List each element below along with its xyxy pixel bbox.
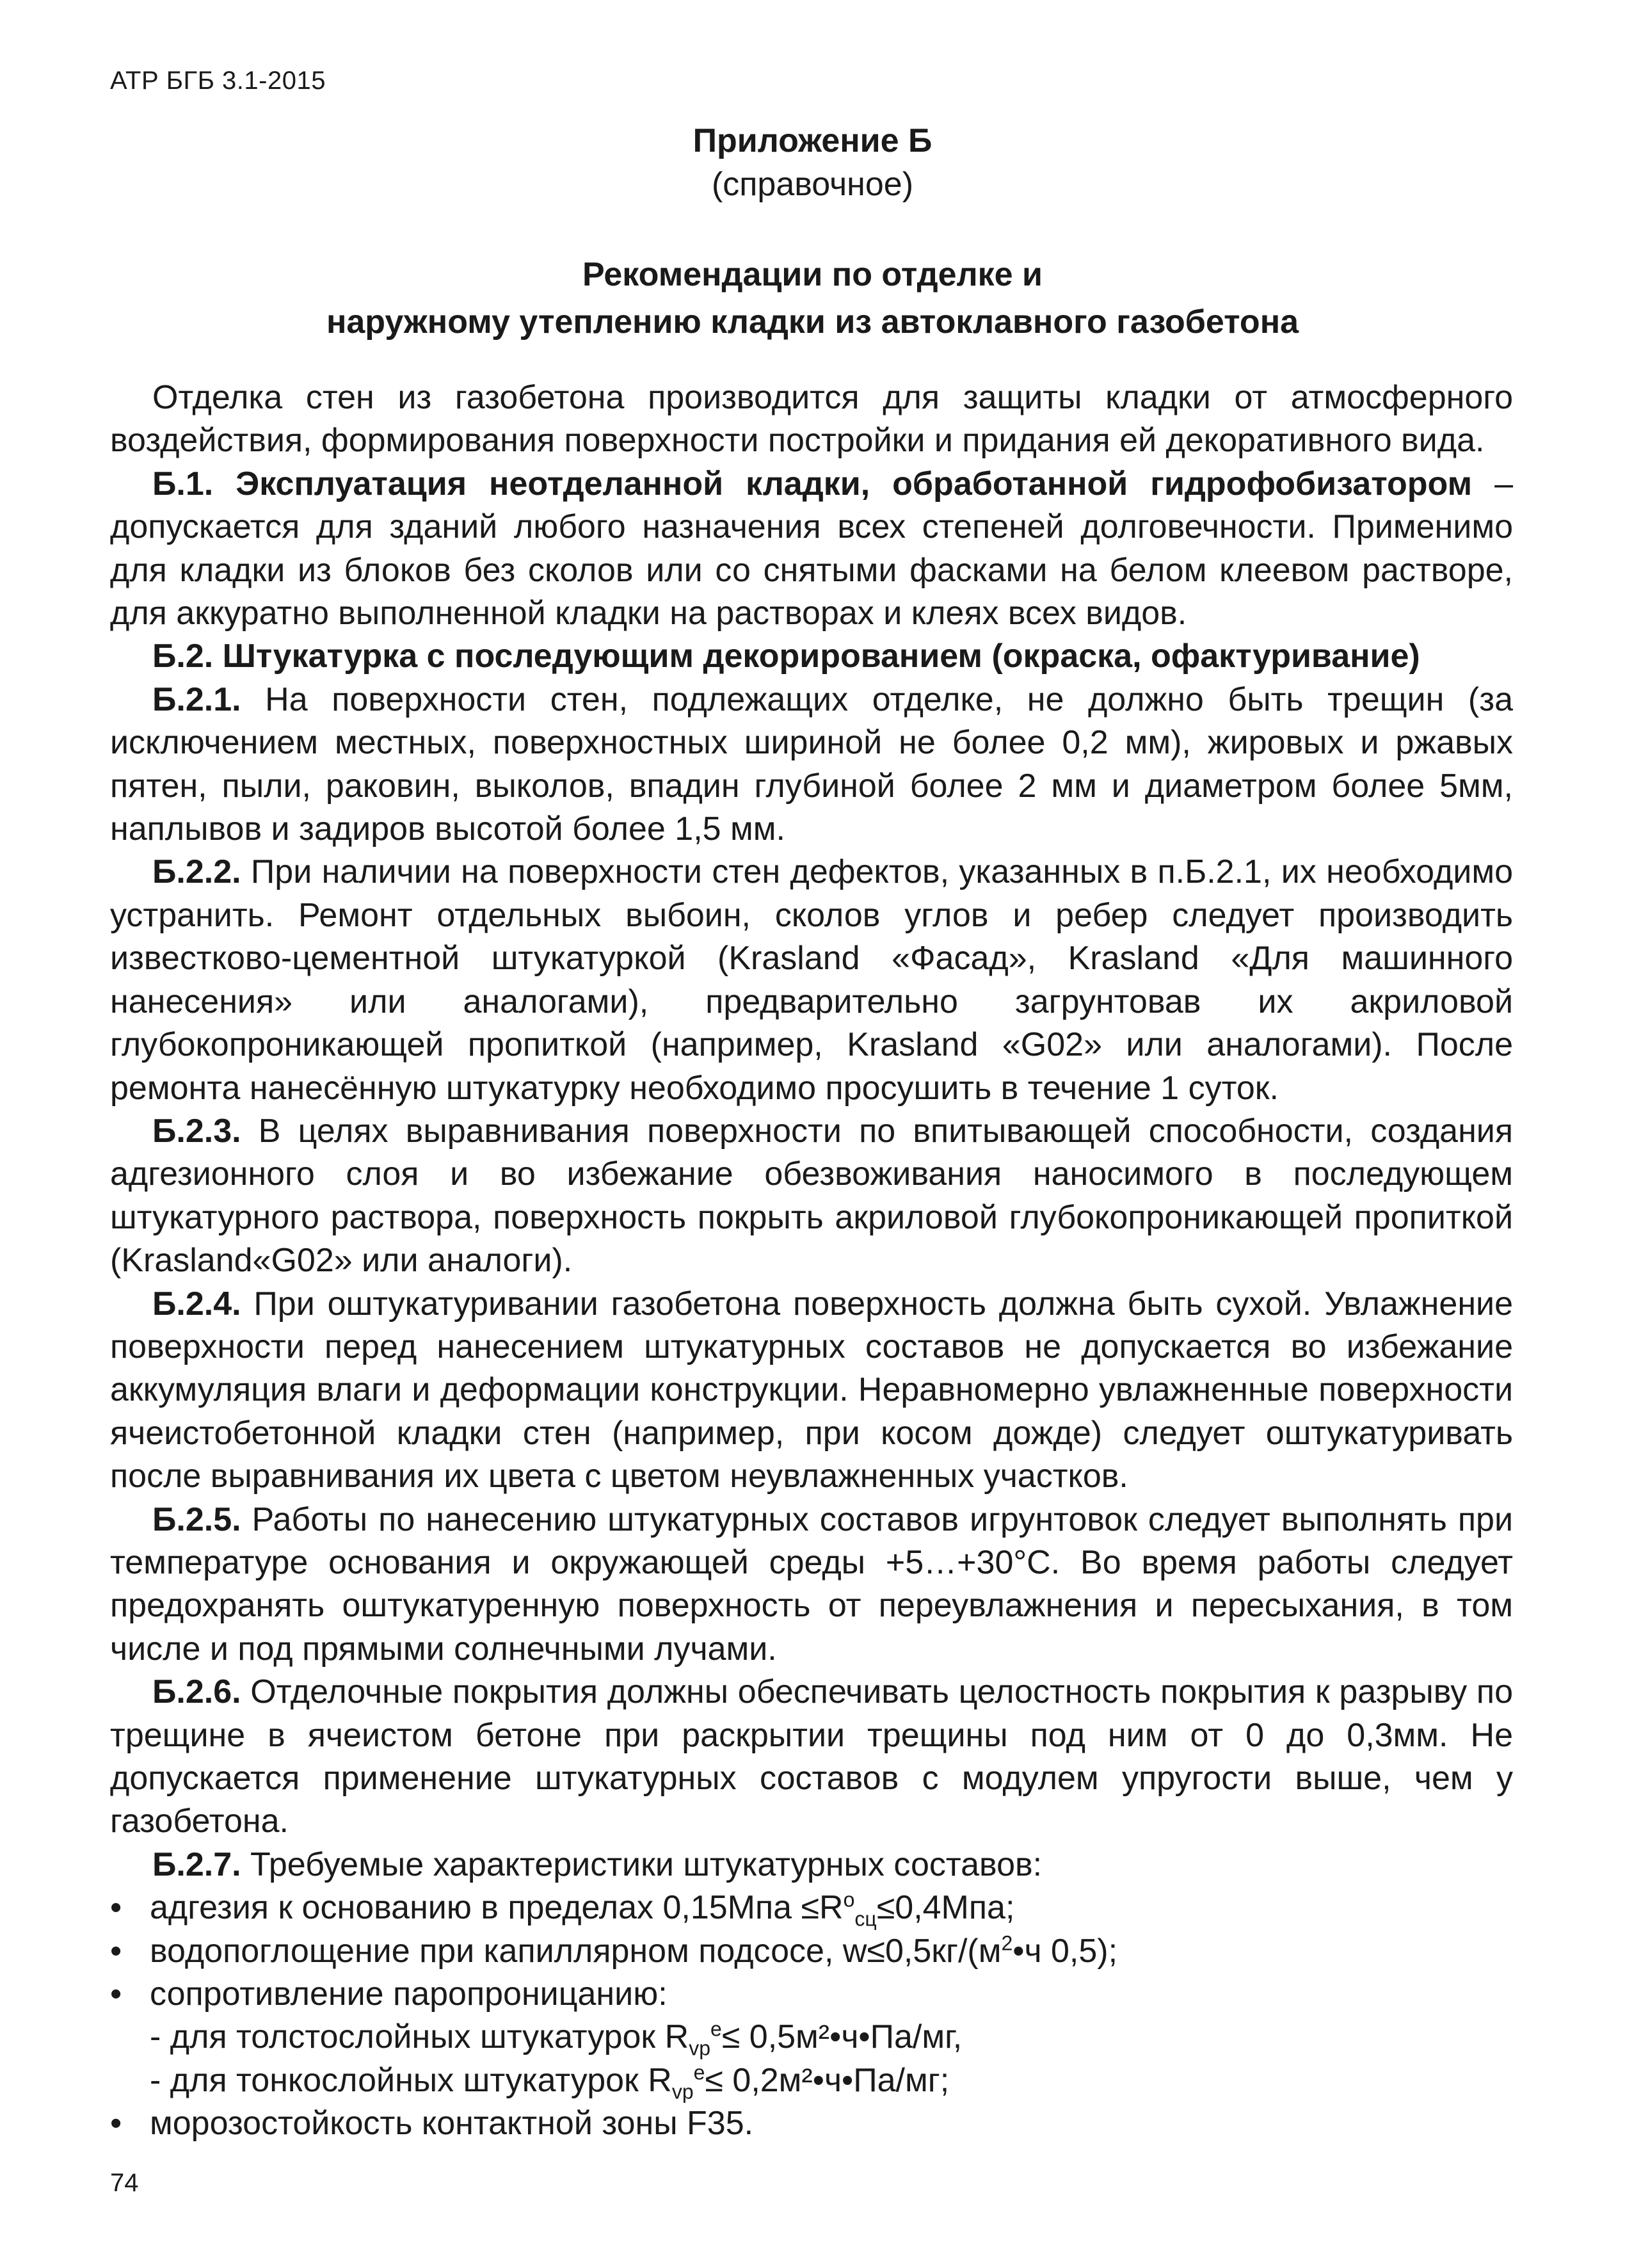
bullet-icon: • [110,1889,122,1927]
list-item-vapor-resistance: • сопротивление паропроницанию: [110,1973,1513,2016]
document-body [110,376,1513,2146]
b1-text: – допускается для зданий любого назначения всех степеней долговечности. Применимо для кладки из блоков без сколов или со снятыми фасками на белом клеевом растворе, для аккуратно выполненной кладки на растворах и клеях всех видов. [110,465,1513,632]
b23-lead: Б.2.3. [152,1112,241,1150]
heading-line-1: Рекомендации по отделке и [582,256,1043,293]
bullet-icon: • [110,1932,122,1970]
b25-text: Работы по нанесению штукатурных составов игрунтовок следует выполнять при температуре основания и окружающей среды +5…+30°С. Во время работы следует предохранять оштукатуренную поверхность от переувлажнения и пересыхания, в том числе и под прямыми солнечными лучами. [110,1500,1513,1668]
page-number: 74 [110,2169,139,2197]
b22-text: При наличии на поверхности стен дефектов, указанных в п.Б.2.1, их необходимо устранить. Ремонт отдельных выбоин, сколов углов и ребер следует производить известково-цементной штукатуркой (Krasland «Фасад», Krasland «Для машинного нанесения» или аналогами), предварительно загрунтовав их акриловой глубокопроникающей пропиткой (например, Krasland «G02» или аналогами). После ремонта нанесённую штукатурку необходимо просушить в течение 1 суток. [110,853,1513,1107]
b27-text: Требуемые характеристики штукатурных составов: [241,1846,1043,1883]
b22-lead: Б.2.2. [152,853,241,891]
paragraph-b26 [110,1671,1513,1844]
b25-lead: Б.2.5. [152,1500,241,1538]
b26-lead: Б.2.6. [152,1673,241,1711]
b24-text: При оштукатуривании газобетона поверхность должна быть сухой. Увлажнение поверхности перед нанесением штукатурных составов не допускается во избежание аккумуляция влаги и деформации конструкции. Неравномерно увлажненные поверхности ячеистобетонной кладки стен (например, при косом дожде) следует оштукатуривать после выравнивания их цвета с цветом неувлажненных участков. [110,1285,1513,1495]
paragraph-b22 [110,851,1513,1109]
b21-lead: Б.2.1. [152,680,241,718]
sublist-thin-plaster: - для тонкослойных штукатурок $R_{vp}^e\le$ 0,2м²•ч•Па/мг; [150,2061,950,2103]
paragraph-b25 [110,1499,1513,1671]
b2-title: Б.2. Штукатурка с последующим декорированием (окраска, офактуривание) [152,638,1420,675]
intro-paragraph: Отделка стен из газобетона производится для защиты кладки от атмосферного воздействия, формирования поверхности постройки и придания ей декоративного вида. [110,379,1513,460]
b1-lead: Б.1. Эксплуатация неотделанной кладки, обработанной гидрофобизатором [152,465,1473,503]
paragraph-b2-title [110,635,1513,678]
bullet-icon: • [110,1975,122,2013]
b26-text: Отделочные покрытия должны обеспечивать целостность покрытия к разрыву по трещине в ячеистом бетоне при раскрытии трещины под ним от 0 до 0,3мм. Не допускается применение штукатурных составов с модулем упругости выше, чем у газобетона. [110,1673,1513,1840]
paragraph-b21 [110,679,1513,851]
list-item-frost-resistance: • морозостойкость контактной зоны F35. [110,2102,1513,2145]
appendix-title: Приложение Б [692,122,933,159]
paragraph-b23 [110,1110,1513,1283]
list-item-adhesion: • адгезия к основанию в пределах $0,15Мпа \le R^o_{сц}\le 0,4Мпа$; [110,1886,1513,1929]
b27-lead: Б.2.7. [152,1846,241,1883]
sublist-thick-plaster: - для толстослойных штукатурок $R_{vp}^e\le$ 0,5м²•ч•Па/мг, [150,2018,963,2060]
b23-text: В целях выравнивания поверхности по впитывающей способности, создания адгезионного слоя и во избежание обезвоживания наносимого в последующем штукатурного раствора, поверхность покрыть акриловой глубокопроникающей пропиткой (Krasland«G02» или аналоги). [110,1112,1513,1280]
bullet-icon: • [110,2105,122,2143]
b24-lead: Б.2.4. [152,1285,241,1323]
heading-line-2: наружному утеплению кладки из автоклавного газобетона [326,303,1299,341]
list-item-water-absorption: • водопоглощение при капиллярном подсосе, $w\le 0,5кг/(м^2•ч$ 0,5); [110,1930,1513,1973]
paragraph-b24 [110,1283,1513,1499]
section-heading [0,251,1625,346]
running-head: АТР БГБ 3.1-2015 [110,67,326,95]
b21-text: На поверхности стен, подлежащих отделке, не должно быть трещин (за исключением местных, поверхностных шириной не более 0,2 мм), жировых и ржавых пятен, пыли, раковин, выколов, впадин глубиной более 2 мм и диаметром более 5мм, наплывов и задиров высотой более 1,5 мм. [110,680,1513,848]
paragraph-b27 [110,1844,1513,1886]
paragraph-b1 [110,463,1513,636]
appendix-subtitle: (справочное) [711,166,914,203]
